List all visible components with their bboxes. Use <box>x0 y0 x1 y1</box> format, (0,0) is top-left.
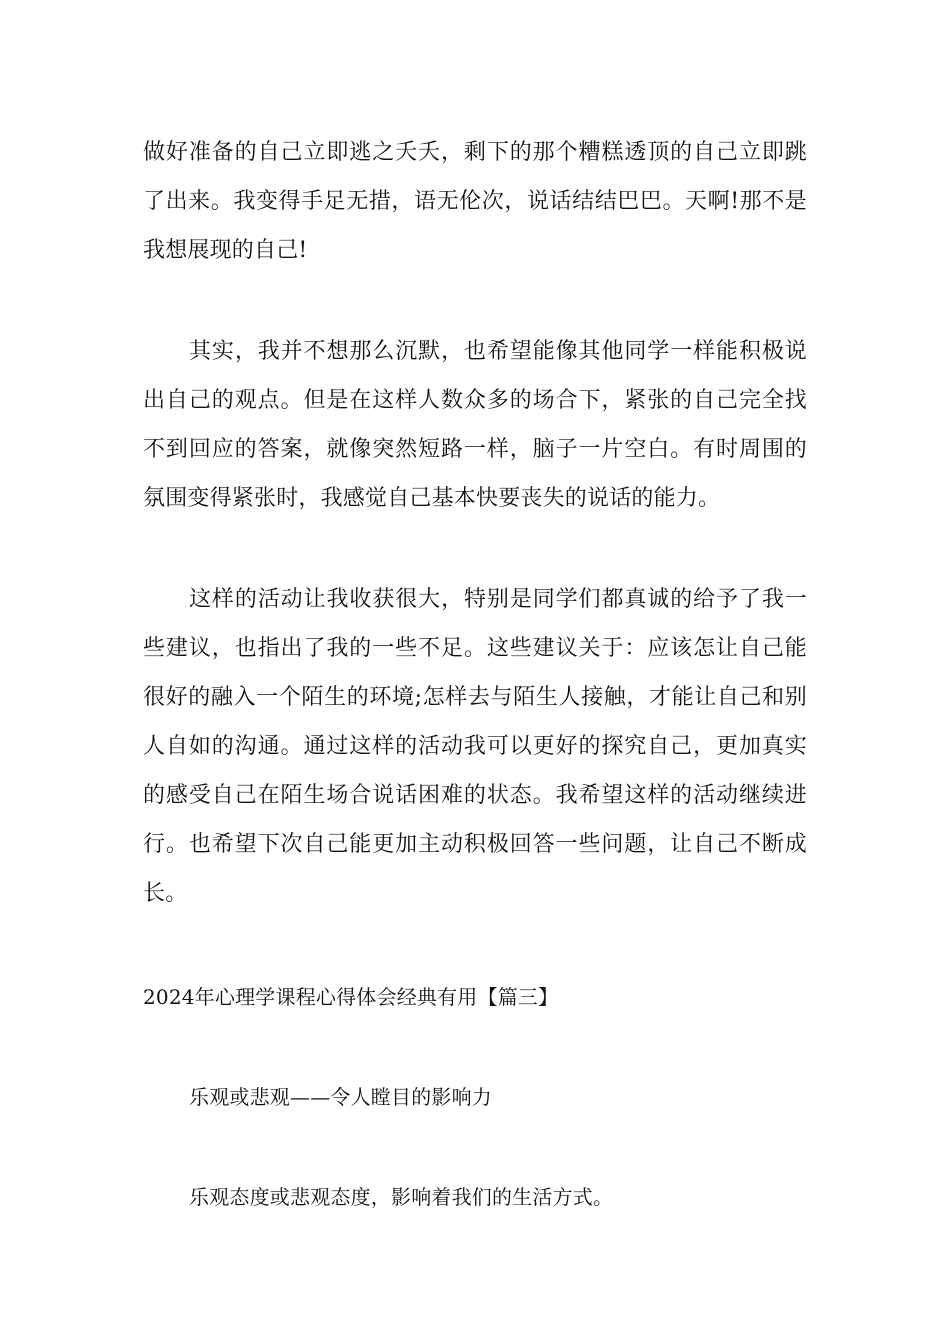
paragraph-3: 这样的活动让我收获很大，特别是同学们都真诚的给予了我一些建议，也指出了我的一些不足。这些建议关于：应该怎让自己能很好的融入一个陌生的环境;怎样去与陌生人接触，才能让自己和别人自如的沟通。通过这样的活动我可以更好的探究自己，更加真实的感受自己在陌生场合说话困难的状态。我希望这样的活动继续进行。也希望下次自己能更加主动积极回答一些问题，让自己不断成长。 <box>143 587 807 906</box>
paragraph-2: 其实，我并不想那么沉默，也希望能像其他同学一样能积极说出自己的观点。但是在这样人数众多的场合下，紧张的自己完全找不到回应的答案，就像突然短路一样，脑子一片空白。有时周围的氛围变得紧张时，我感觉自己基本快要丧失的说话的能力。 <box>143 339 807 511</box>
section-heading: 2024年心理学课程心得体会经典有用【篇三】 <box>143 985 559 1009</box>
paragraph-1: 做好准备的自己立即逃之夭夭，剩下的那个糟糕透顶的自己立即跳了出来。我变得手足无措，语无伦次，说话结结巴巴。天啊!那不是我想展现的自己! <box>143 140 807 263</box>
paragraph-4: 乐观态度或悲观态度，影响着我们的生活方式。 <box>189 1185 614 1209</box>
section-subtitle: 乐观或悲观——令人瞠目的影响力 <box>189 1085 492 1109</box>
